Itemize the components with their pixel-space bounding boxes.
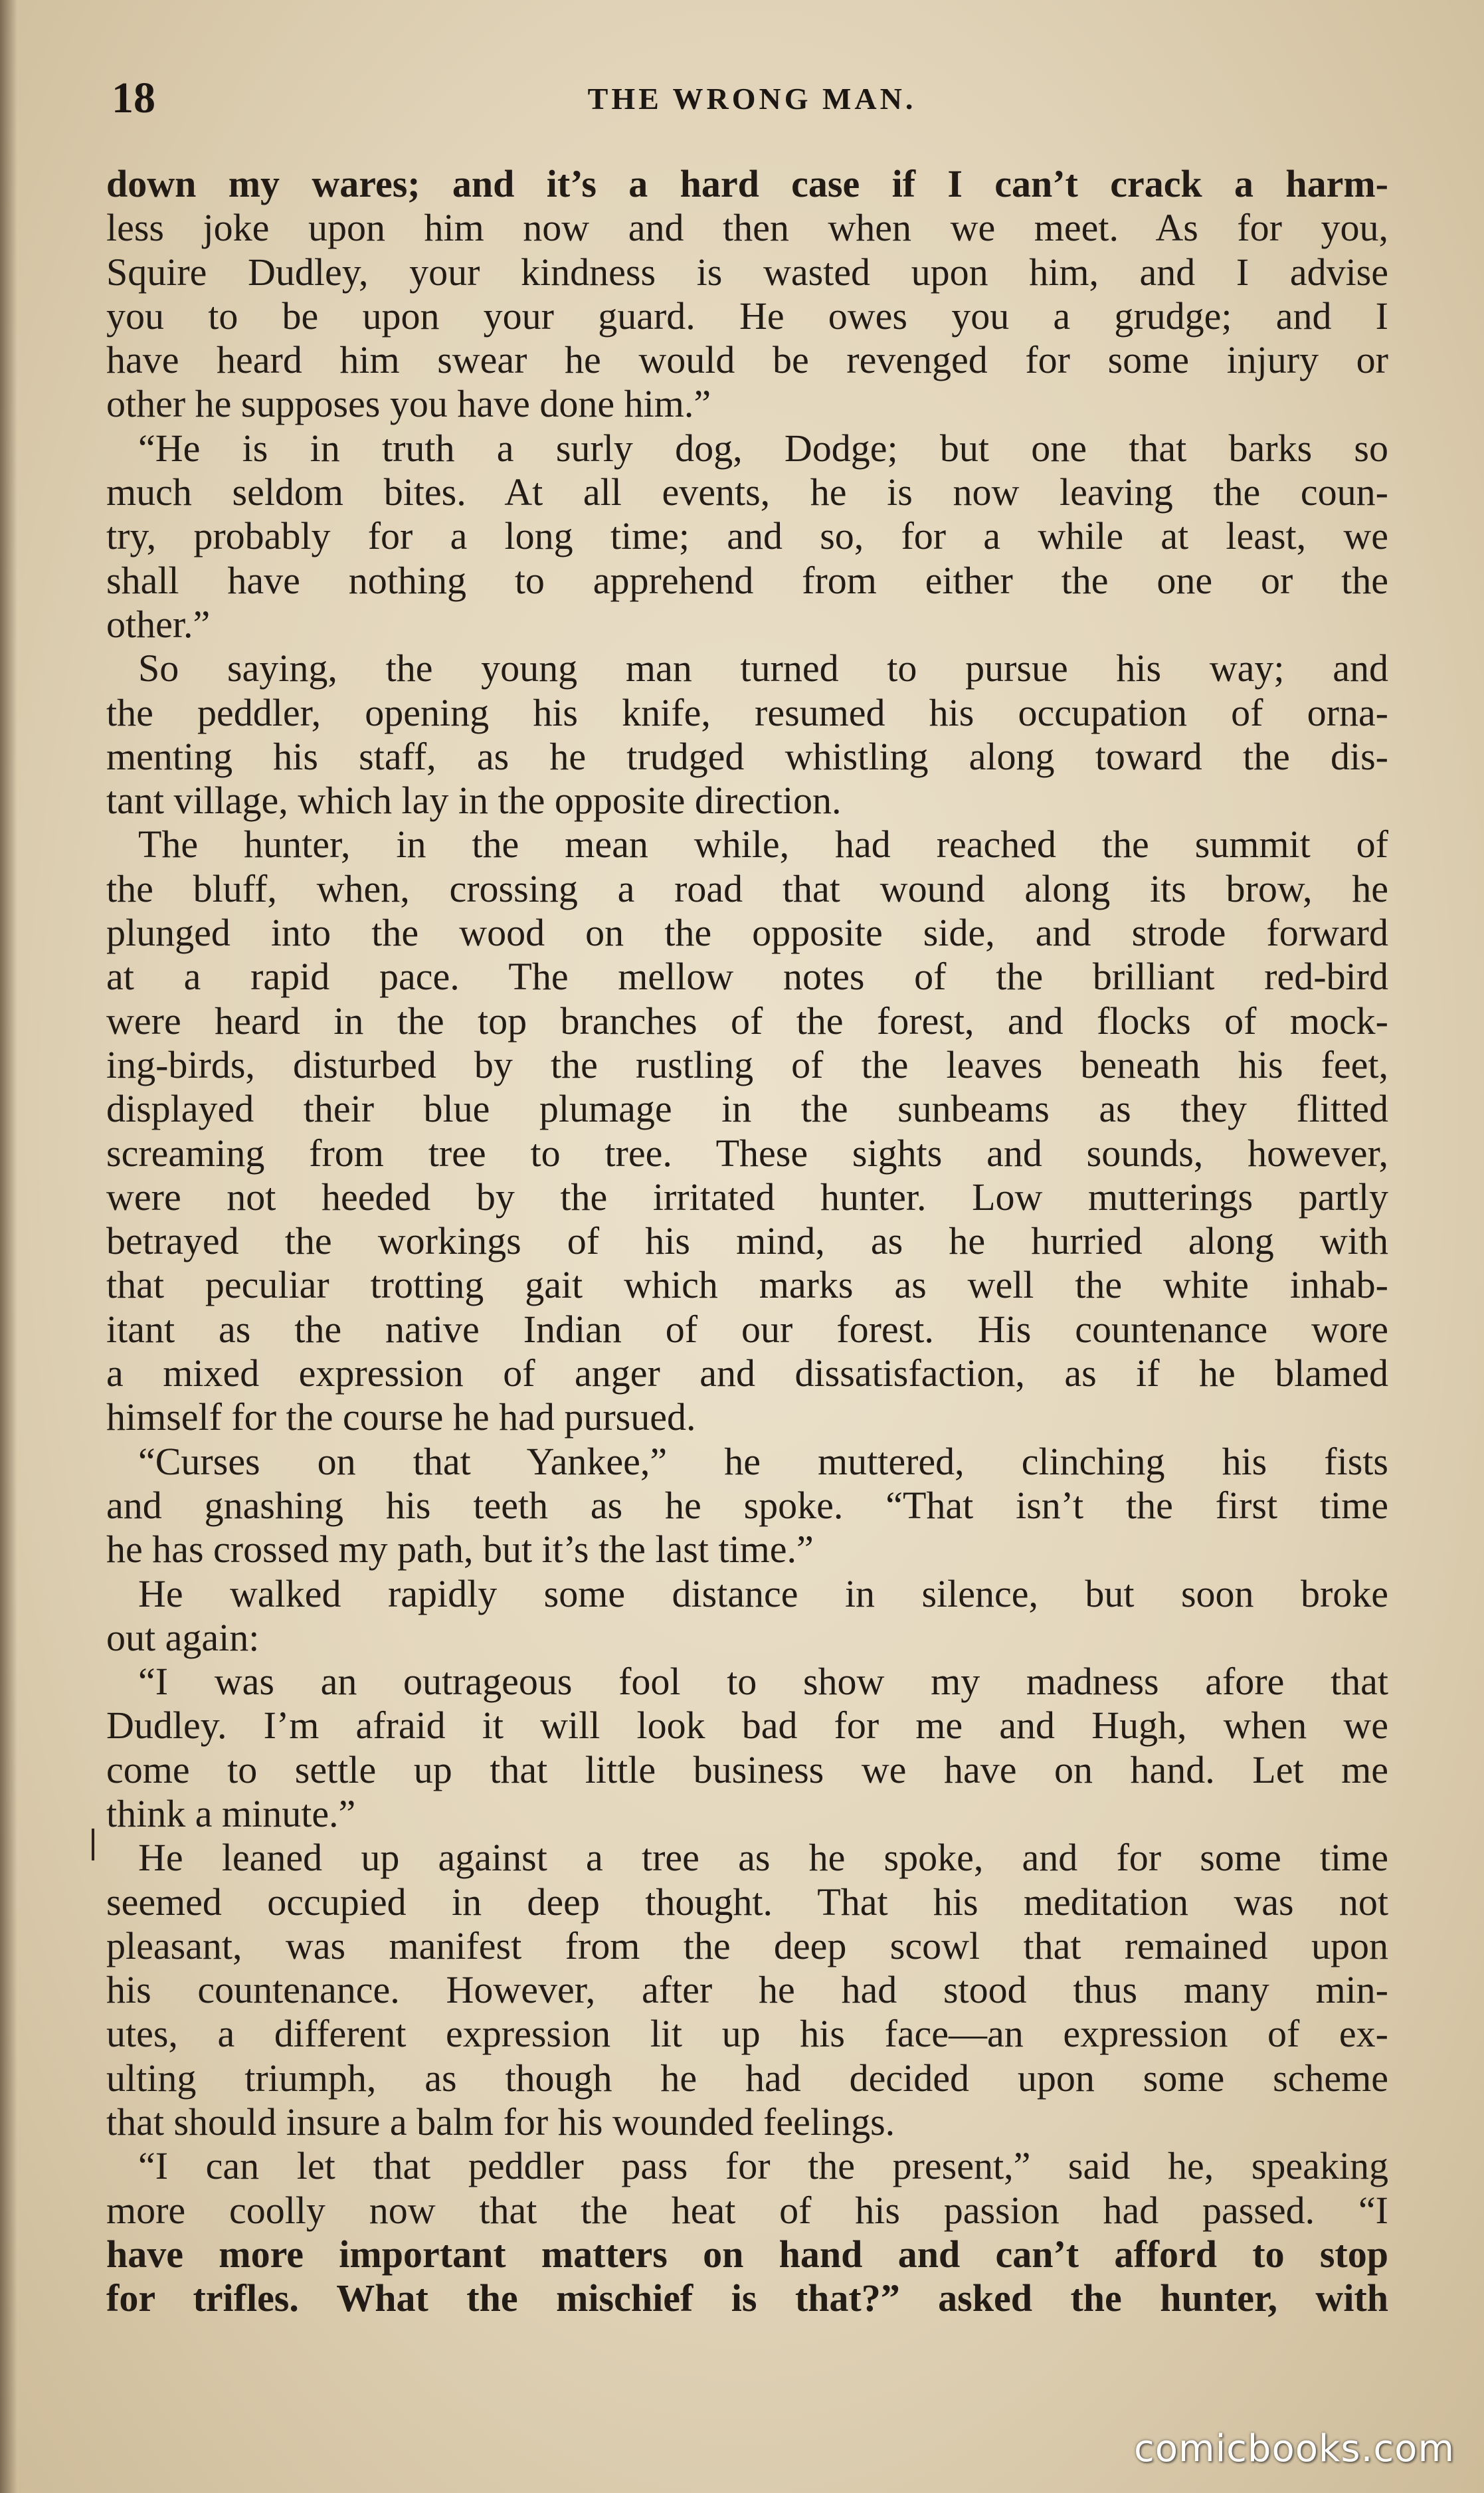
- text-line: The hunter, in the mean while, had reached the summit of: [138, 823, 1388, 866]
- text-line: ing-birds, disturbed by the rustling of the leaves beneath his feet,: [106, 1043, 1388, 1086]
- body-text: [106, 162, 1388, 2321]
- text-line: screaming from tree to tree. These sights and sounds, however,: [106, 1131, 1388, 1175]
- text-line: you to be upon your guard. He owes you a grudge; and I: [106, 294, 1388, 338]
- text-line: betrayed the workings of his mind, as he hurried along with: [106, 1219, 1388, 1263]
- page-header: [112, 73, 1392, 126]
- text-line: the peddler, opening his knife, resumed his occupation of orna-: [106, 690, 1388, 734]
- text-line: So saying, the young man turned to pursue his way; and: [138, 647, 1388, 690]
- text-line: for trifles. What the mischief is that?” asked the hunter, with: [106, 2276, 1388, 2320]
- text-line: come to settle up that little business we have on hand. Let me: [106, 1747, 1388, 1791]
- text-line: have heard him swear he would be revenged for some injury or: [106, 338, 1388, 382]
- text-line: were not heeded by the irritated hunter. Low mutterings partly: [106, 1175, 1388, 1219]
- watermark: comicbooks.com: [1133, 2427, 1455, 2470]
- text-line: were heard in the top branches of the forest, and flocks of mock-: [106, 999, 1388, 1043]
- text-line: try, probably for a long time; and so, for a while at least, we: [106, 514, 1388, 558]
- text-line: think a minute.”: [106, 1791, 356, 1835]
- text-line: displayed their blue plumage in the sunbeams as they flitted: [106, 1087, 1388, 1131]
- text-line: down my wares; and it’s a hard case if I can’t crack a harm-: [106, 162, 1388, 205]
- text-line: He walked rapidly some distance in silence, but soon broke: [138, 1571, 1388, 1615]
- text-line: that peculiar trotting gait which marks as well the white inhab-: [106, 1263, 1388, 1307]
- text-line: he has crossed my path, but it’s the last time.”: [106, 1528, 814, 1571]
- running-title: THE WRONG MAN.: [587, 82, 917, 116]
- text-line: He leaned up against a tree as he spoke, and for some time: [138, 1836, 1388, 1880]
- text-line: plunged into the wood on the opposite side, and strode forward: [106, 911, 1388, 955]
- text-line: more coolly now that the heat of his passion had passed. “I: [106, 2188, 1388, 2232]
- text-line: his countenance. However, after he had stood thus many min-: [106, 1968, 1388, 2012]
- text-line: “Curses on that Yankee,” he muttered, clinching his fists: [138, 1439, 1388, 1483]
- text-line: “He is in truth a surly dog, Dodge; but one that barks so: [138, 426, 1388, 470]
- text-line: menting his staff, as he trudged whistling along toward the dis-: [106, 734, 1388, 778]
- text-line: tant village, which lay in the opposite direction.: [106, 779, 842, 823]
- page-number: 18: [112, 74, 155, 122]
- text-line: that should insure a balm for his wounded feelings.: [106, 2100, 895, 2144]
- text-line: other he supposes you have done him.”: [106, 382, 711, 426]
- text-line: less joke upon him now and then when we meet. As for you,: [106, 206, 1388, 250]
- text-line: pleasant, was manifest from the deep scowl that remained upon: [106, 1924, 1388, 1967]
- text-line: other.”: [106, 602, 211, 646]
- text-line: have more important matters on hand and can’t afford to stop: [106, 2232, 1388, 2276]
- text-line: “I was an outrageous fool to show my madness afore that: [138, 1660, 1388, 1704]
- text-line: Squire Dudley, your kindness is wasted upon him, and I advise: [106, 250, 1388, 294]
- text-line: seemed occupied in deep thought. That his meditation was not: [106, 1880, 1388, 1924]
- text-line: shall have nothing to apprehend from either the one or the: [106, 558, 1388, 602]
- text-line: Dudley. I’m afraid it will look bad for me and Hugh, when we: [106, 1704, 1388, 1747]
- text-line: and gnashing his teeth as he spoke. “That isn’t the first time: [106, 1483, 1388, 1527]
- text-line: a mixed expression of anger and dissatisfaction, as if he blamed: [106, 1351, 1388, 1395]
- text-line: itant as the native Indian of our forest. His countenance wore: [106, 1307, 1388, 1351]
- text-line: ulting triumph, as though he had decided upon some scheme: [106, 2056, 1388, 2100]
- stray-ink-mark: [92, 1829, 94, 1860]
- text-line: himself for the course he had pursued.: [106, 1395, 696, 1439]
- text-line: out again:: [106, 1615, 260, 1659]
- text-line: utes, a different expression lit up his face—an expression of ex-: [106, 2012, 1388, 2056]
- text-line: much seldom bites. At all events, he is now leaving the coun-: [106, 470, 1388, 514]
- text-line: the bluff, when, crossing a road that wound along its brow, he: [106, 866, 1388, 910]
- text-line: “I can let that peddler pass for the present,” said he, speaking: [138, 2144, 1388, 2188]
- text-line: at a rapid pace. The mellow notes of the brilliant red-bird: [106, 955, 1388, 999]
- page-edge-shadow: [0, 0, 17, 2493]
